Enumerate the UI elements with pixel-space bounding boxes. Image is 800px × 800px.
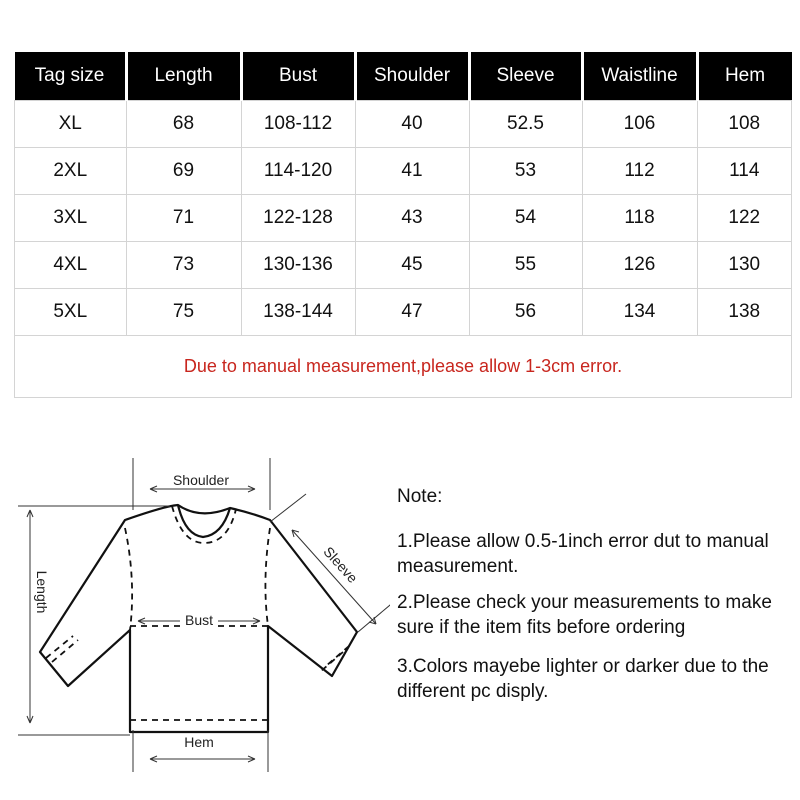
table-cell: 2XL bbox=[15, 148, 127, 195]
table-cell: 53 bbox=[469, 148, 582, 195]
table-cell: 108-112 bbox=[241, 101, 355, 148]
table-row bbox=[15, 242, 792, 289]
table-cell: 112 bbox=[582, 148, 697, 195]
table-row bbox=[15, 195, 792, 242]
table-cell: 134 bbox=[582, 289, 697, 336]
table-cell: 45 bbox=[355, 242, 469, 289]
shoulder-label: Shoulder bbox=[172, 472, 230, 488]
table-cell: 114 bbox=[697, 148, 792, 195]
header-hem: Hem bbox=[697, 52, 792, 101]
hem-label: Hem bbox=[184, 734, 214, 750]
header-waistline: Waistline bbox=[582, 52, 697, 101]
table-cell: 56 bbox=[469, 289, 582, 336]
table-row bbox=[15, 148, 792, 195]
header-tag-size: Tag size bbox=[15, 52, 127, 101]
table-cell: 71 bbox=[126, 195, 241, 242]
table-row bbox=[15, 101, 792, 148]
notes-title: Note: bbox=[397, 486, 443, 507]
table-cell: 138 bbox=[697, 289, 792, 336]
header-length: Length bbox=[126, 52, 241, 101]
table-cell: 47 bbox=[355, 289, 469, 336]
footnote-row bbox=[15, 336, 792, 398]
table-cell: 130 bbox=[697, 242, 792, 289]
header-shoulder: Shoulder bbox=[355, 52, 469, 101]
table-cell: 75 bbox=[126, 289, 241, 336]
table-cell: 118 bbox=[582, 195, 697, 242]
table-cell: 41 bbox=[355, 148, 469, 195]
table-cell: 108 bbox=[697, 101, 792, 148]
table-cell: 126 bbox=[582, 242, 697, 289]
table-cell: 5XL bbox=[15, 289, 127, 336]
table-cell: 54 bbox=[469, 195, 582, 242]
table-cell: 68 bbox=[126, 101, 241, 148]
table-cell: 122-128 bbox=[241, 195, 355, 242]
table-cell: 4XL bbox=[15, 242, 127, 289]
table-cell: 114-120 bbox=[241, 148, 355, 195]
bust-label: Bust bbox=[184, 612, 214, 628]
table-cell: 43 bbox=[355, 195, 469, 242]
table-row bbox=[15, 289, 792, 336]
table-cell: 122 bbox=[697, 195, 792, 242]
sleeve-label: Sleeve bbox=[320, 543, 361, 586]
note-item-1: 1.Please allow 0.5-1inch error dut to manual measurement. bbox=[397, 531, 769, 577]
measurement-error-note: Due to manual measurement,please allow 1-3cm error. bbox=[15, 336, 792, 398]
table-cell: 73 bbox=[126, 242, 241, 289]
table-cell: 130-136 bbox=[241, 242, 355, 289]
table-cell: 106 bbox=[582, 101, 697, 148]
table-cell: XL bbox=[15, 101, 127, 148]
length-label: Length bbox=[34, 570, 50, 614]
header-sleeve: Sleeve bbox=[469, 52, 582, 101]
table-header-row bbox=[15, 52, 792, 101]
header-bust: Bust bbox=[241, 52, 355, 101]
notes-section bbox=[397, 484, 792, 715]
table-cell: 138-144 bbox=[241, 289, 355, 336]
table-cell: 52.5 bbox=[469, 101, 582, 148]
table-cell: 40 bbox=[355, 101, 469, 148]
garment-measurement-diagram bbox=[0, 440, 390, 800]
table-cell: 3XL bbox=[15, 195, 127, 242]
size-chart-table bbox=[14, 52, 792, 398]
table-cell: 69 bbox=[126, 148, 241, 195]
note-item-3: 3.Colors mayebe lighter or darker due to the different pc disply. bbox=[397, 656, 769, 702]
note-item-2: 2.Please check your measurements to make sure if the item fits before ordering bbox=[397, 592, 772, 638]
table-cell: 55 bbox=[469, 242, 582, 289]
